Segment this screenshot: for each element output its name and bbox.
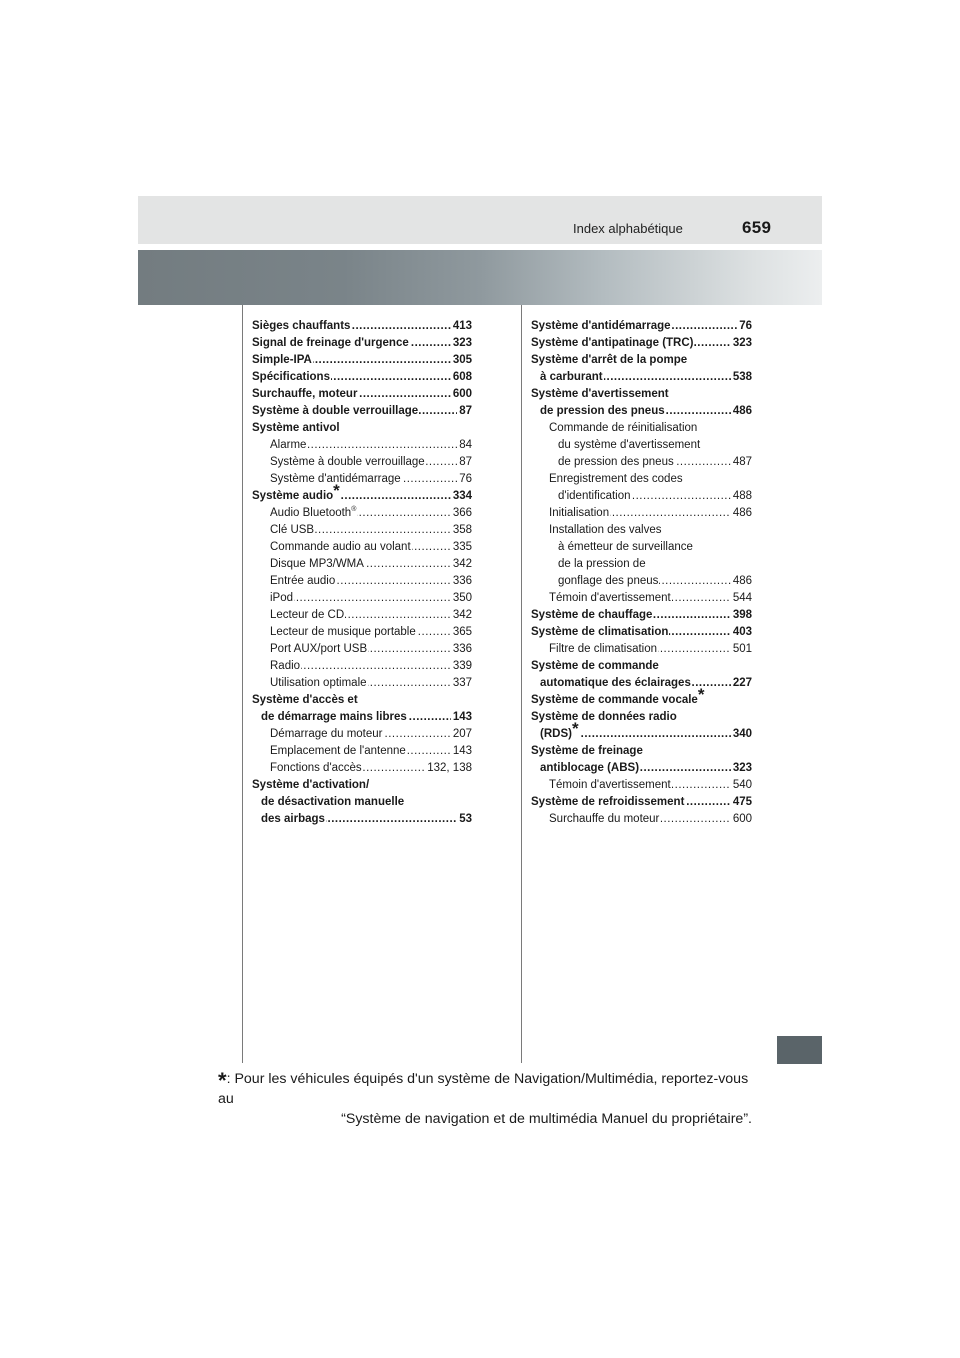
entry-page: 365 bbox=[451, 624, 472, 641]
entry-text bbox=[270, 743, 407, 760]
entry-page: 323 bbox=[731, 760, 752, 777]
entry-page: 540 bbox=[731, 777, 752, 794]
gradient-banner bbox=[138, 250, 822, 305]
entry-text bbox=[252, 369, 331, 386]
index-entry bbox=[252, 658, 472, 675]
entry-page: 339 bbox=[451, 658, 472, 675]
entry-label: Témoin d'avertissement bbox=[549, 779, 671, 791]
index-entry bbox=[531, 539, 752, 556]
entry-text bbox=[531, 624, 669, 641]
index-entry bbox=[252, 369, 472, 386]
entry-text bbox=[531, 335, 694, 352]
entry-text bbox=[540, 760, 640, 777]
entry-label: (RDS) bbox=[540, 728, 572, 740]
index-entry bbox=[252, 556, 472, 573]
index-entry bbox=[531, 777, 752, 794]
index-entry bbox=[531, 709, 752, 726]
entry-text bbox=[252, 386, 358, 403]
index-entry bbox=[252, 641, 472, 658]
index-entry bbox=[531, 760, 752, 777]
index-entry bbox=[531, 352, 752, 369]
index-entry bbox=[252, 590, 472, 607]
entry-label: antiblocage (ABS) bbox=[540, 762, 640, 774]
entry-page: 87 bbox=[457, 454, 472, 471]
index-right-column bbox=[531, 318, 752, 828]
index-entry bbox=[531, 420, 752, 437]
entry-label: Système d'antidémarrage bbox=[270, 473, 401, 485]
entry-text bbox=[252, 403, 419, 420]
entry-text bbox=[540, 369, 604, 386]
entry-label: Lecteur de musique portable bbox=[270, 626, 416, 638]
entry-label: Système de refroidissement bbox=[531, 796, 685, 808]
index-entry bbox=[252, 539, 472, 556]
index-entry bbox=[252, 811, 472, 828]
entry-label: Système à double verrouillage bbox=[252, 405, 419, 417]
index-entry bbox=[252, 335, 472, 352]
index-entry bbox=[252, 471, 472, 488]
entry-text bbox=[540, 403, 666, 420]
entry-text bbox=[270, 590, 294, 607]
entry-page: 487 bbox=[731, 454, 752, 471]
dot-leader bbox=[270, 590, 472, 607]
entry-page: 207 bbox=[451, 726, 472, 743]
entry-text bbox=[261, 811, 326, 828]
index-entry bbox=[252, 522, 472, 539]
entry-text bbox=[531, 709, 678, 726]
index-entry bbox=[252, 777, 472, 794]
entry-label: Entrée audio bbox=[270, 575, 336, 587]
index-entry bbox=[252, 675, 472, 692]
entry-text bbox=[549, 471, 684, 488]
index-entry bbox=[531, 505, 752, 522]
entry-label: de démarrage mains libres bbox=[261, 711, 407, 723]
index-entry bbox=[252, 352, 472, 369]
entry-page: 413 bbox=[451, 318, 472, 335]
entry-page: 486 bbox=[731, 573, 752, 590]
entry-label: gonflage des pneus bbox=[558, 575, 659, 587]
index-entry bbox=[531, 743, 752, 760]
entry-label: Signal de freinage d'urgence bbox=[252, 337, 409, 349]
entry-label: Surchauffe du moteur bbox=[549, 813, 660, 825]
entry-label: Système antivol bbox=[252, 422, 340, 434]
entry-text bbox=[549, 641, 658, 658]
entry-page: 488 bbox=[731, 488, 752, 505]
entry-text bbox=[549, 777, 672, 794]
index-entry bbox=[252, 760, 472, 777]
entry-label: Utilisation optimale bbox=[270, 677, 367, 689]
index-entry bbox=[252, 743, 472, 760]
entry-text bbox=[270, 454, 426, 471]
entry-label: Audio Bluetooth bbox=[270, 507, 352, 519]
entry-label: Filtre de climatisation bbox=[549, 643, 658, 655]
registered-mark: ® bbox=[351, 506, 357, 513]
entry-text bbox=[549, 590, 672, 607]
entry-text bbox=[252, 692, 359, 709]
page-number: 659 bbox=[742, 218, 772, 237]
entry-text bbox=[270, 437, 307, 454]
entry-text bbox=[531, 352, 688, 369]
entry-text bbox=[252, 481, 341, 505]
index-entry bbox=[531, 318, 752, 335]
entry-label: Système de freinage bbox=[531, 745, 643, 757]
entry-page: 53 bbox=[457, 811, 472, 828]
entry-page: 323 bbox=[451, 335, 472, 352]
index-entry bbox=[531, 403, 752, 420]
index-entry bbox=[531, 454, 752, 471]
entry-page: 342 bbox=[451, 556, 472, 573]
entry-text bbox=[531, 685, 705, 709]
index-entry bbox=[531, 471, 752, 488]
index-entry bbox=[252, 403, 472, 420]
entry-label: Port AUX/port USB bbox=[270, 643, 368, 655]
entry-text bbox=[270, 624, 417, 641]
entry-text bbox=[540, 675, 692, 692]
index-entry bbox=[252, 481, 472, 505]
entry-text bbox=[252, 777, 370, 794]
entry-page: 76 bbox=[457, 471, 472, 488]
entry-label: Système d'avertissement bbox=[531, 388, 669, 400]
entry-text bbox=[252, 335, 410, 352]
entry-page: 336 bbox=[451, 641, 472, 658]
entry-label: Système d'antipatinage (TRC) bbox=[531, 337, 694, 349]
entry-text bbox=[270, 556, 365, 573]
entry-text bbox=[549, 522, 663, 539]
footnote bbox=[218, 1066, 752, 1129]
entry-text bbox=[531, 743, 644, 760]
entry-page: 84 bbox=[457, 437, 472, 454]
index-entry bbox=[252, 437, 472, 454]
index-entry bbox=[531, 437, 752, 454]
entry-text bbox=[540, 719, 580, 743]
entry-page: 143 bbox=[451, 743, 472, 760]
entry-label: Surchauffe, moteur bbox=[252, 388, 358, 400]
entry-text bbox=[558, 488, 632, 505]
footnote-asterisk-mark: * bbox=[571, 719, 579, 738]
entry-page: 403 bbox=[731, 624, 752, 641]
entry-text bbox=[531, 794, 685, 811]
entry-label: Sièges chauffants bbox=[252, 320, 351, 332]
entry-label: d'identification bbox=[558, 490, 631, 502]
entry-page: 600 bbox=[731, 811, 752, 828]
entry-label: Lecteur de CD bbox=[270, 609, 345, 621]
entry-text bbox=[270, 522, 315, 539]
entry-label: Système d'antidémarrage bbox=[531, 320, 671, 332]
entry-page: 544 bbox=[731, 590, 752, 607]
footnote-line-2: “Système de navigation et de multimédia Manuel du propriétaire”. bbox=[341, 1111, 752, 1127]
entry-page: 538 bbox=[731, 369, 752, 386]
entry-label: Installation des valves bbox=[549, 524, 662, 536]
index-entry bbox=[252, 505, 472, 522]
index-entry bbox=[531, 641, 752, 658]
footnote-asterisk-mark: * bbox=[697, 685, 705, 704]
entry-page: 366 bbox=[451, 505, 472, 522]
index-entry bbox=[531, 675, 752, 692]
entry-label: Système de commande bbox=[531, 660, 659, 672]
footnote-asterisk: * bbox=[218, 1068, 227, 1093]
entry-label: iPod bbox=[270, 592, 294, 604]
entry-page: 486 bbox=[731, 505, 752, 522]
index-entry bbox=[531, 685, 752, 709]
left-divider bbox=[242, 305, 243, 1063]
entry-page: 398 bbox=[731, 607, 752, 624]
entry-text bbox=[261, 709, 408, 726]
index-tab bbox=[777, 1036, 822, 1064]
index-entry bbox=[531, 369, 752, 386]
entry-label: des airbags bbox=[261, 813, 325, 825]
index-entry bbox=[252, 624, 472, 641]
entry-page: 501 bbox=[731, 641, 752, 658]
entry-text bbox=[531, 658, 660, 675]
index-entry bbox=[531, 556, 752, 573]
entry-label: Système d'arrêt de la pompe bbox=[531, 354, 688, 366]
entry-page: 323 bbox=[731, 335, 752, 352]
entry-text bbox=[261, 794, 405, 811]
entry-page: 76 bbox=[737, 318, 752, 335]
entry-label: Système de commande vocale bbox=[531, 694, 698, 706]
index-entry bbox=[531, 335, 752, 352]
index-entry bbox=[531, 590, 752, 607]
entry-text bbox=[558, 556, 647, 573]
index-entry bbox=[252, 709, 472, 726]
entry-page: 227 bbox=[731, 675, 752, 692]
entry-text bbox=[270, 539, 412, 556]
index-entry bbox=[252, 794, 472, 811]
entry-label: Démarrage du moteur bbox=[270, 728, 383, 740]
entry-text bbox=[270, 726, 384, 743]
index-entry bbox=[252, 573, 472, 590]
entry-label: Système de données radio bbox=[531, 711, 677, 723]
entry-page: 143 bbox=[451, 709, 472, 726]
entry-page: 358 bbox=[451, 522, 472, 539]
entry-page: 340 bbox=[731, 726, 752, 743]
index-entry bbox=[531, 573, 752, 590]
index-entry bbox=[531, 488, 752, 505]
entry-text bbox=[270, 607, 345, 624]
entry-label: Système audio bbox=[252, 490, 334, 502]
entry-label: Initialisation bbox=[549, 507, 610, 519]
index-entry bbox=[531, 624, 752, 641]
entry-label: Clé USB bbox=[270, 524, 315, 536]
entry-label: Simple-IPA bbox=[252, 354, 312, 366]
entry-text bbox=[531, 607, 653, 624]
entry-label: Disque MP3/WMA bbox=[270, 558, 364, 570]
entry-page: 342 bbox=[451, 607, 472, 624]
index-entry bbox=[252, 420, 472, 437]
section-title: Index alphabétique bbox=[573, 221, 683, 236]
entry-label: à carburant bbox=[540, 371, 603, 383]
entry-page: 334 bbox=[451, 488, 472, 505]
header-band bbox=[138, 196, 822, 244]
entry-text bbox=[558, 437, 701, 454]
entry-text bbox=[252, 318, 351, 335]
entry-label: à émetteur de surveillance bbox=[558, 541, 693, 553]
center-divider bbox=[521, 305, 522, 1063]
entry-label: automatique des éclairages bbox=[540, 677, 691, 689]
entry-text bbox=[270, 675, 368, 692]
index-entry bbox=[531, 522, 752, 539]
entry-label: Alarme bbox=[270, 439, 307, 451]
index-entry bbox=[531, 811, 752, 828]
index-entry bbox=[531, 607, 752, 624]
entry-page: 350 bbox=[451, 590, 472, 607]
entry-label: Système d'accès et bbox=[252, 694, 358, 706]
entry-label: Radio bbox=[270, 660, 301, 672]
entry-text bbox=[549, 505, 610, 522]
entry-label: du système d'avertissement bbox=[558, 439, 701, 451]
entry-label: Enregistrement des codes bbox=[549, 473, 683, 485]
entry-page: 600 bbox=[451, 386, 472, 403]
entry-text bbox=[558, 454, 675, 471]
entry-text bbox=[531, 318, 672, 335]
index-entry bbox=[252, 692, 472, 709]
entry-label: Fonctions d'accès bbox=[270, 762, 362, 774]
entry-text bbox=[252, 352, 313, 369]
index-entry bbox=[252, 454, 472, 471]
index-entry bbox=[531, 658, 752, 675]
entry-text bbox=[558, 539, 694, 556]
entry-label: Système à double verrouillage bbox=[270, 456, 425, 468]
entry-label: Témoin d'avertissement bbox=[549, 592, 671, 604]
index-entry bbox=[252, 607, 472, 624]
entry-text bbox=[549, 811, 660, 828]
entry-label: Commande audio au volant bbox=[270, 541, 411, 553]
entry-text bbox=[270, 505, 357, 522]
entry-page: 336 bbox=[451, 573, 472, 590]
entry-page: 337 bbox=[451, 675, 472, 692]
entry-label: de pression des pneus bbox=[540, 405, 665, 417]
entry-page: 132, 138 bbox=[425, 760, 472, 777]
entry-page: 305 bbox=[451, 352, 472, 369]
entry-label: Système de climatisation bbox=[531, 626, 669, 638]
index-left-column bbox=[252, 318, 472, 828]
index-entry bbox=[531, 386, 752, 403]
entry-page: 87 bbox=[457, 403, 472, 420]
index-entry bbox=[531, 794, 752, 811]
entry-page: 475 bbox=[731, 794, 752, 811]
entry-label: de pression des pneus bbox=[558, 456, 674, 468]
footnote-line-1: *: Pour les véhicules équipés d'un système de Navigation/Multimédia, reportez-vous au bbox=[218, 1068, 749, 1107]
index-entry bbox=[252, 386, 472, 403]
entry-page: 608 bbox=[451, 369, 472, 386]
entry-text bbox=[270, 760, 363, 777]
index-entry bbox=[531, 719, 752, 743]
entry-label: Système de chauffage bbox=[531, 609, 653, 621]
entry-text bbox=[270, 658, 301, 675]
entry-text bbox=[531, 386, 670, 403]
entry-label: Commande de réinitialisation bbox=[549, 422, 698, 434]
entry-text bbox=[270, 573, 336, 590]
entry-label: de la pression de bbox=[558, 558, 646, 570]
entry-label: Système d'activation/ bbox=[252, 779, 370, 791]
entry-text bbox=[270, 641, 368, 658]
entry-text bbox=[549, 420, 698, 437]
footnote-asterisk-mark: * bbox=[333, 481, 340, 500]
entry-label: Emplacement de l'antenne bbox=[270, 745, 406, 757]
entry-text bbox=[558, 573, 659, 590]
index-entry bbox=[252, 726, 472, 743]
entry-label: Spécifications bbox=[252, 371, 330, 383]
entry-text bbox=[252, 420, 341, 437]
entry-page: 486 bbox=[731, 403, 752, 420]
index-entry bbox=[252, 318, 472, 335]
entry-page: 335 bbox=[451, 539, 472, 556]
entry-label: de désactivation manuelle bbox=[261, 796, 405, 808]
